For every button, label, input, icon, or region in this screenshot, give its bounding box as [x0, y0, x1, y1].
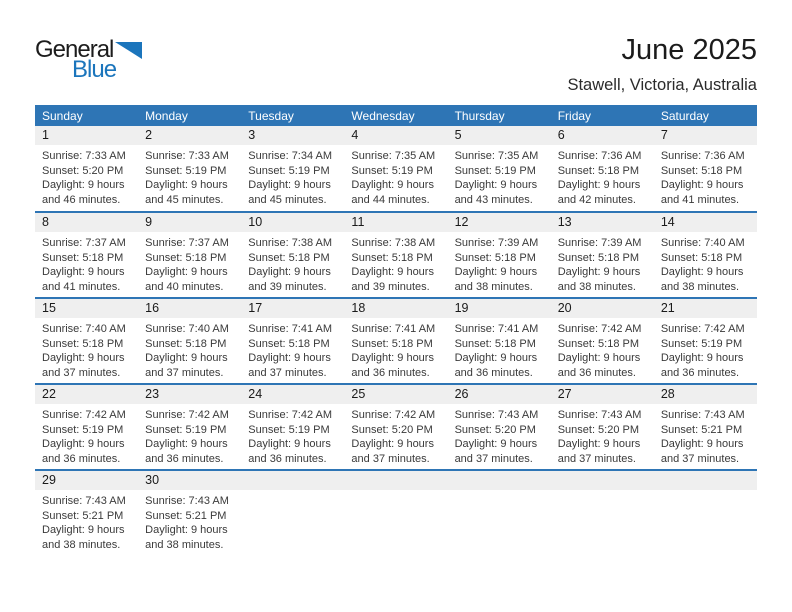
day-number: 8	[35, 213, 138, 232]
daylight-text-line1: Daylight: 9 hours	[660, 266, 744, 279]
day-details	[448, 490, 551, 494]
sunset-text: Sunset: 5:18 PM	[660, 251, 743, 264]
sunset-text: Sunset: 5:18 PM	[248, 337, 330, 350]
day-cell	[241, 385, 344, 469]
day-number: 28	[654, 385, 757, 404]
sunset-text: Sunset: 5:18 PM	[351, 337, 433, 350]
daylight-text-line1: Daylight: 9 hours	[660, 352, 744, 365]
day-cell	[35, 471, 138, 555]
daylight-text-line1: Daylight: 9 hours	[557, 179, 641, 192]
sunset-text: Sunset: 5:21 PM	[660, 423, 743, 436]
daylight-text-line1: Daylight: 9 hours	[454, 438, 538, 451]
day-cell	[654, 385, 757, 469]
daylight-text-line2: and 36 minutes.	[351, 366, 430, 379]
day-details	[344, 490, 447, 494]
daylight-text-line2: and 37 minutes.	[454, 452, 533, 465]
day-number: 12	[448, 213, 551, 232]
sunset-text: Sunset: 5:19 PM	[454, 164, 536, 177]
day-number: 4	[344, 126, 447, 145]
day-cell	[448, 126, 551, 211]
day-cell	[344, 385, 447, 469]
sunrise-text: Sunrise: 7:39 AM	[454, 237, 539, 249]
day-details	[654, 404, 757, 466]
sunrise-text: Sunrise: 7:38 AM	[248, 237, 333, 249]
day-details	[551, 232, 654, 294]
weekday-header-cell: Saturday	[660, 108, 709, 123]
daylight-text-line2: and 39 minutes.	[351, 280, 430, 293]
daylight-text-line2: and 41 minutes.	[42, 280, 121, 293]
day-cell	[344, 299, 447, 383]
day-details	[344, 145, 447, 207]
sunset-text: Sunset: 5:18 PM	[42, 337, 124, 350]
daylight-text-line2: and 38 minutes.	[454, 280, 533, 293]
day-cell	[448, 299, 551, 383]
day-cell	[241, 213, 344, 297]
day-number: 7	[654, 126, 757, 145]
day-number: 22	[35, 385, 138, 404]
day-details	[344, 232, 447, 294]
daylight-text-line1: Daylight: 9 hours	[248, 352, 331, 365]
day-cell	[654, 299, 757, 383]
sunset-text: Sunset: 5:18 PM	[42, 251, 124, 264]
daylight-text-line2: and 36 minutes.	[42, 452, 121, 465]
sunrise-text: Sunrise: 7:33 AM	[145, 150, 229, 162]
daylight-text-line2: and 37 minutes.	[660, 452, 740, 465]
day-details	[551, 404, 654, 466]
day-number: 16	[138, 299, 241, 318]
logo-text-blue: Blue	[72, 56, 117, 83]
daylight-text-line1: Daylight: 9 hours	[454, 266, 538, 279]
day-number: 24	[241, 385, 344, 404]
daylight-text-line2: and 45 minutes.	[248, 193, 327, 206]
sunset-text: Sunset: 5:19 PM	[145, 423, 227, 436]
daylight-text-line2: and 42 minutes.	[557, 193, 636, 206]
day-cell	[654, 126, 757, 211]
day-details	[35, 404, 138, 466]
daylight-text-line2: and 38 minutes.	[145, 538, 224, 551]
sunset-text: Sunset: 5:18 PM	[248, 251, 330, 264]
daylight-text-line1: Daylight: 9 hours	[351, 179, 434, 192]
day-number: 18	[344, 299, 447, 318]
logo-text-general: General	[35, 36, 114, 63]
day-number: 26	[448, 385, 551, 404]
day-cell	[138, 471, 241, 555]
daylight-text-line2: and 37 minutes.	[248, 366, 327, 379]
day-number: 30	[138, 471, 241, 490]
daylight-text-line2: and 43 minutes.	[454, 193, 533, 206]
sunrise-text: Sunrise: 7:42 AM	[351, 409, 436, 421]
sunrise-text: Sunrise: 7:43 AM	[145, 495, 229, 507]
sunrise-text: Sunrise: 7:42 AM	[660, 323, 745, 335]
day-details	[551, 145, 654, 207]
day-cell	[448, 213, 551, 297]
sunset-text: Sunset: 5:19 PM	[248, 164, 330, 177]
day-details	[448, 318, 551, 380]
week-row	[35, 469, 757, 555]
daylight-text-line1: Daylight: 9 hours	[145, 266, 228, 279]
day-details	[138, 490, 241, 552]
sunset-text: Sunset: 5:19 PM	[42, 423, 124, 436]
day-number: 23	[138, 385, 241, 404]
day-details	[35, 318, 138, 380]
sunrise-text: Sunrise: 7:34 AM	[248, 150, 333, 162]
sunrise-text: Sunrise: 7:41 AM	[248, 323, 333, 335]
day-cell	[138, 385, 241, 469]
sunset-text: Sunset: 5:19 PM	[145, 164, 227, 177]
daylight-text-line1: Daylight: 9 hours	[351, 352, 434, 365]
daylight-text-line1: Daylight: 9 hours	[42, 438, 125, 451]
day-number: 1	[35, 126, 138, 145]
sunset-text: Sunset: 5:18 PM	[351, 251, 433, 264]
day-details	[35, 490, 138, 552]
day-number	[344, 471, 447, 490]
daylight-text-line1: Daylight: 9 hours	[351, 266, 434, 279]
sunset-text: Sunset: 5:20 PM	[42, 164, 124, 177]
day-cell	[138, 213, 241, 297]
sunset-text: Sunset: 5:19 PM	[660, 337, 743, 350]
sunset-text: Sunset: 5:18 PM	[557, 164, 640, 177]
day-number	[448, 471, 551, 490]
weeks-container	[35, 126, 757, 555]
daylight-text-line2: and 46 minutes.	[42, 193, 121, 206]
sunset-text: Sunset: 5:18 PM	[145, 337, 227, 350]
sunrise-text: Sunrise: 7:43 AM	[42, 495, 126, 507]
day-details	[35, 232, 138, 294]
sunset-text: Sunset: 5:18 PM	[557, 337, 640, 350]
daylight-text-line2: and 36 minutes.	[557, 366, 636, 379]
sunrise-text: Sunrise: 7:36 AM	[557, 150, 642, 162]
month-title: June 2025	[621, 34, 757, 66]
daylight-text-line2: and 37 minutes.	[351, 452, 430, 465]
daylight-text-line1: Daylight: 9 hours	[351, 438, 434, 451]
sunset-text: Sunset: 5:21 PM	[145, 509, 227, 522]
daylight-text-line2: and 38 minutes.	[557, 280, 636, 293]
day-cell	[344, 126, 447, 211]
daylight-text-line1: Daylight: 9 hours	[557, 438, 641, 451]
daylight-text-line2: and 37 minutes.	[145, 366, 224, 379]
day-cell	[448, 471, 551, 555]
day-cell	[344, 213, 447, 297]
sunrise-text: Sunrise: 7:37 AM	[42, 237, 126, 249]
sunset-text: Sunset: 5:18 PM	[454, 337, 536, 350]
daylight-text-line1: Daylight: 9 hours	[248, 266, 331, 279]
daylight-text-line1: Daylight: 9 hours	[557, 352, 641, 365]
daylight-text-line2: and 36 minutes.	[248, 452, 327, 465]
day-cell	[241, 126, 344, 211]
sunset-text: Sunset: 5:20 PM	[351, 423, 433, 436]
sunrise-text: Sunrise: 7:42 AM	[248, 409, 333, 421]
day-details	[448, 404, 551, 466]
sunset-text: Sunset: 5:18 PM	[454, 251, 536, 264]
day-details	[241, 145, 344, 207]
day-cell	[241, 471, 344, 555]
day-details	[344, 318, 447, 380]
week-row	[35, 383, 757, 469]
day-number: 21	[654, 299, 757, 318]
sunset-text: Sunset: 5:18 PM	[557, 251, 640, 264]
day-details	[241, 318, 344, 380]
day-number: 17	[241, 299, 344, 318]
day-number: 29	[35, 471, 138, 490]
sunset-text: Sunset: 5:19 PM	[351, 164, 433, 177]
day-details	[654, 232, 757, 294]
daylight-text-line2: and 36 minutes.	[454, 366, 533, 379]
sunset-text: Sunset: 5:18 PM	[145, 251, 227, 264]
daylight-text-line1: Daylight: 9 hours	[145, 438, 228, 451]
daylight-text-line2: and 37 minutes.	[42, 366, 121, 379]
day-number	[551, 471, 654, 490]
day-details	[551, 490, 654, 494]
weekday-header-cell: Monday	[145, 108, 188, 123]
sunset-text: Sunset: 5:18 PM	[660, 164, 743, 177]
daylight-text-line1: Daylight: 9 hours	[145, 179, 228, 192]
sunrise-text: Sunrise: 7:42 AM	[557, 323, 642, 335]
sunrise-text: Sunrise: 7:36 AM	[660, 150, 745, 162]
daylight-text-line1: Daylight: 9 hours	[42, 352, 125, 365]
day-cell	[35, 213, 138, 297]
sunrise-text: Sunrise: 7:40 AM	[42, 323, 126, 335]
daylight-text-line2: and 39 minutes.	[248, 280, 327, 293]
day-number: 15	[35, 299, 138, 318]
sunset-text: Sunset: 5:21 PM	[42, 509, 124, 522]
day-number: 14	[654, 213, 757, 232]
sunrise-text: Sunrise: 7:35 AM	[351, 150, 436, 162]
day-cell	[448, 385, 551, 469]
day-details	[344, 404, 447, 466]
sunset-text: Sunset: 5:20 PM	[454, 423, 536, 436]
day-details	[241, 404, 344, 466]
day-details	[35, 145, 138, 207]
weekday-header-cell: Sunday	[42, 108, 83, 123]
day-cell	[35, 126, 138, 211]
day-details	[241, 490, 344, 494]
day-details	[654, 490, 757, 494]
daylight-text-line1: Daylight: 9 hours	[42, 524, 125, 537]
sunrise-text: Sunrise: 7:38 AM	[351, 237, 436, 249]
general-blue-logo	[35, 36, 142, 83]
logo-triangle-icon	[115, 42, 142, 59]
daylight-text-line1: Daylight: 9 hours	[557, 266, 641, 279]
daylight-text-line2: and 36 minutes.	[145, 452, 224, 465]
day-details	[241, 232, 344, 294]
daylight-text-line2: and 44 minutes.	[351, 193, 430, 206]
weekday-header-cell: Tuesday	[248, 108, 294, 123]
sunrise-text: Sunrise: 7:40 AM	[660, 237, 745, 249]
sunrise-text: Sunrise: 7:40 AM	[145, 323, 229, 335]
calendar-table	[35, 105, 757, 555]
day-number: 20	[551, 299, 654, 318]
day-cell	[654, 471, 757, 555]
week-row	[35, 211, 757, 297]
daylight-text-line2: and 36 minutes.	[660, 366, 740, 379]
location-subtitle: Stawell, Victoria, Australia	[567, 76, 757, 94]
week-row	[35, 126, 757, 211]
day-details	[138, 404, 241, 466]
weekday-header-row	[35, 105, 757, 126]
day-details	[654, 318, 757, 380]
day-cell	[551, 385, 654, 469]
daylight-text-line2: and 41 minutes.	[660, 193, 740, 206]
daylight-text-line1: Daylight: 9 hours	[454, 352, 538, 365]
daylight-text-line2: and 45 minutes.	[145, 193, 224, 206]
day-number: 11	[344, 213, 447, 232]
daylight-text-line2: and 38 minutes.	[42, 538, 121, 551]
day-number: 19	[448, 299, 551, 318]
day-cell	[138, 299, 241, 383]
weekday-header-cell: Wednesday	[351, 108, 415, 123]
day-number	[241, 471, 344, 490]
daylight-text-line2: and 37 minutes.	[557, 452, 636, 465]
day-details	[654, 145, 757, 207]
day-number: 13	[551, 213, 654, 232]
daylight-text-line1: Daylight: 9 hours	[248, 438, 331, 451]
sunrise-text: Sunrise: 7:41 AM	[454, 323, 539, 335]
weekday-header-cell: Friday	[557, 108, 592, 123]
daylight-text-line1: Daylight: 9 hours	[454, 179, 538, 192]
day-details	[448, 232, 551, 294]
daylight-text-line2: and 40 minutes.	[145, 280, 224, 293]
daylight-text-line1: Daylight: 9 hours	[42, 179, 125, 192]
sunrise-text: Sunrise: 7:43 AM	[454, 409, 539, 421]
day-cell	[138, 126, 241, 211]
day-cell	[551, 213, 654, 297]
day-cell	[35, 385, 138, 469]
sunset-text: Sunset: 5:19 PM	[248, 423, 330, 436]
daylight-text-line2: and 38 minutes.	[660, 280, 740, 293]
sunrise-text: Sunrise: 7:42 AM	[42, 409, 126, 421]
day-details	[138, 145, 241, 207]
day-details	[551, 318, 654, 380]
day-number: 5	[448, 126, 551, 145]
sunrise-text: Sunrise: 7:43 AM	[557, 409, 642, 421]
day-number: 25	[344, 385, 447, 404]
sunrise-text: Sunrise: 7:33 AM	[42, 150, 126, 162]
sunrise-text: Sunrise: 7:41 AM	[351, 323, 436, 335]
daylight-text-line1: Daylight: 9 hours	[660, 179, 744, 192]
sunrise-text: Sunrise: 7:42 AM	[145, 409, 229, 421]
sunset-text: Sunset: 5:20 PM	[557, 423, 640, 436]
day-number: 9	[138, 213, 241, 232]
day-cell	[551, 471, 654, 555]
day-number: 2	[138, 126, 241, 145]
sunrise-text: Sunrise: 7:39 AM	[557, 237, 642, 249]
week-row	[35, 297, 757, 383]
day-cell	[551, 126, 654, 211]
day-details	[138, 318, 241, 380]
sunrise-text: Sunrise: 7:35 AM	[454, 150, 539, 162]
day-number: 3	[241, 126, 344, 145]
day-details	[138, 232, 241, 294]
sunrise-text: Sunrise: 7:43 AM	[660, 409, 745, 421]
day-cell	[35, 299, 138, 383]
daylight-text-line1: Daylight: 9 hours	[42, 266, 125, 279]
weekday-header-cell: Thursday	[454, 108, 505, 123]
daylight-text-line1: Daylight: 9 hours	[248, 179, 331, 192]
day-cell	[654, 213, 757, 297]
day-cell	[551, 299, 654, 383]
daylight-text-line1: Daylight: 9 hours	[660, 438, 744, 451]
daylight-text-line1: Daylight: 9 hours	[145, 352, 228, 365]
day-number: 10	[241, 213, 344, 232]
sunrise-text: Sunrise: 7:37 AM	[145, 237, 229, 249]
day-cell	[241, 299, 344, 383]
day-number: 6	[551, 126, 654, 145]
day-details	[448, 145, 551, 207]
day-cell	[344, 471, 447, 555]
day-number	[654, 471, 757, 490]
daylight-text-line1: Daylight: 9 hours	[145, 524, 228, 537]
day-number: 27	[551, 385, 654, 404]
